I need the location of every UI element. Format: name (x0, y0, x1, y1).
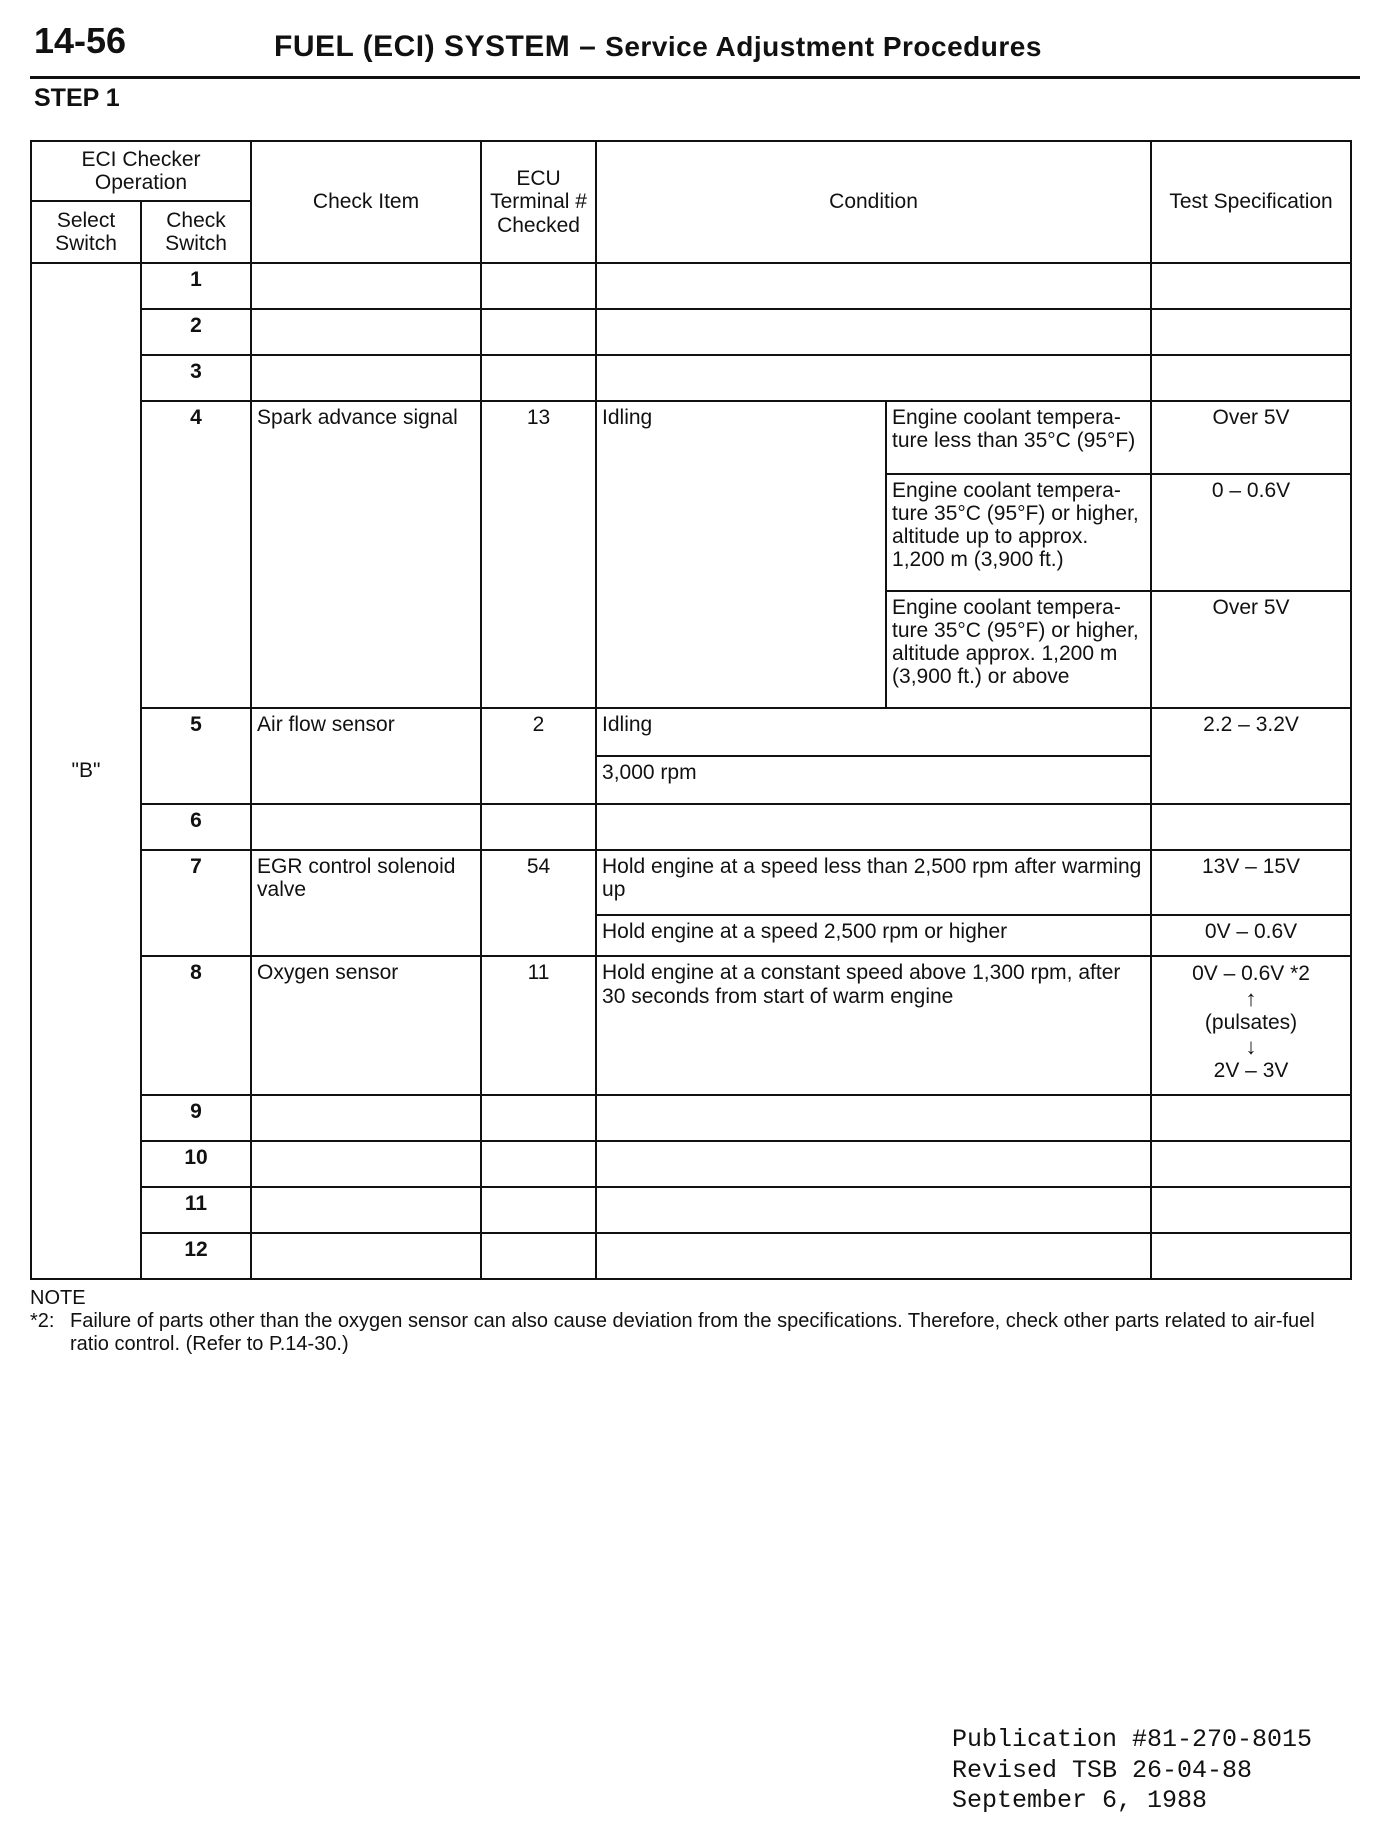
condition-cell (596, 309, 1151, 355)
check-switch-number: 3 (141, 355, 251, 401)
spec-cell: Over 5V (1151, 591, 1351, 708)
spec-cell: 2.2 – 3.2V (1151, 708, 1351, 804)
check-switch-number: 4 (141, 401, 251, 708)
condition-cell (596, 355, 1151, 401)
publication-date: September 6, 1988 (952, 1786, 1208, 1815)
arrow-down-icon: ↓ (1245, 1033, 1257, 1059)
condition-cell: Hold engine at a speed 2,500 rpm or higher (596, 915, 1151, 957)
ecu-terminal-cell (481, 309, 596, 355)
table-row (31, 309, 1351, 355)
step-label: STEP 1 (34, 84, 120, 112)
ecu-terminal-cell (481, 1233, 596, 1279)
condition-cell (596, 1095, 1151, 1141)
title-separator: – (570, 30, 606, 63)
condition-cell: Idling (596, 708, 1151, 756)
check-item-cell (251, 1141, 481, 1187)
table-row (31, 804, 1351, 850)
spec-cell (1151, 1187, 1351, 1233)
spec-cell (1151, 355, 1351, 401)
condition-cell: Hold engine at a speed less than 2,500 rpm after warming up (596, 850, 1151, 915)
revised-tsb: Revised TSB 26-04-88 (952, 1755, 1253, 1785)
ecu-terminal-cell (481, 1141, 596, 1187)
spec-cell: 13V – 15V (1151, 850, 1351, 915)
header-check-item: Check Item (251, 141, 481, 263)
header-select-switch: Select Switch (31, 201, 141, 263)
check-item-cell (251, 1095, 481, 1141)
spec-low-value: 0V – 0.6V *2 (1192, 962, 1310, 986)
spec-cell: Over 5V (1151, 401, 1351, 474)
ecu-terminal-cell: 2 (481, 708, 596, 804)
spec-cell (1151, 956, 1351, 1095)
condition-cell (596, 1233, 1151, 1279)
table-row (31, 1141, 1351, 1187)
spec-cell (1151, 1095, 1351, 1141)
table-row (31, 956, 1351, 1095)
check-switch-number: 9 (141, 1095, 251, 1141)
check-item-cell (251, 804, 481, 850)
ecu-terminal-cell (481, 804, 596, 850)
check-switch-number: 12 (141, 1233, 251, 1279)
check-item-cell (251, 1233, 481, 1279)
spec-cell (1151, 263, 1351, 309)
page-header (30, 18, 1360, 79)
check-item-cell (251, 309, 481, 355)
ecu-terminal-cell: 54 (481, 850, 596, 957)
condition-cell (596, 804, 1151, 850)
condition-subcell: Engine coolant tempera-ture 35°C (95°F) or higher, altitude approx. 1,200 m (3,900 ft.) or above (886, 591, 1151, 708)
arrow-up-icon: ↑ (1245, 985, 1257, 1011)
table-row (31, 1233, 1351, 1279)
header-test-specification: Test Specification (1151, 141, 1351, 263)
condition-cell (596, 263, 1151, 309)
ecu-terminal-cell (481, 1187, 596, 1233)
check-switch-number: 6 (141, 804, 251, 850)
publication-number: Publication #81-270-8015 (952, 1725, 1313, 1754)
condition-subcell: Engine coolant tempera-ture less than 35°C (95°F) (886, 401, 1151, 474)
condition-subcell: Engine coolant tempera-ture 35°C (95°F) or higher, altitude up to approx. 1,200 m (3,900 ft.) (886, 474, 1151, 591)
table-row (31, 355, 1351, 401)
check-item-cell: Spark advance signal (251, 401, 481, 708)
check-item-cell (251, 263, 481, 309)
table-row (31, 850, 1351, 915)
condition-cell (596, 1187, 1151, 1233)
note-text: Failure of parts other than the oxygen sensor can also cause deviation from the specifications. Therefore, check other parts related to air-fuel ratio control. (Refer to P.14-30.) (70, 1310, 1315, 1355)
page-title (274, 30, 1042, 64)
section-subtitle: Service Adjustment Procedures (605, 31, 1042, 62)
check-switch-number: 11 (141, 1187, 251, 1233)
spec-cell (1151, 1233, 1351, 1279)
ecu-terminal-cell: 13 (481, 401, 596, 708)
spec-cell (1151, 804, 1351, 850)
publication-info (952, 1725, 1312, 1817)
header-eci-checker-operation: ECI Checker Operation (31, 141, 251, 201)
check-item-cell (251, 355, 481, 401)
ecu-terminal-cell: 11 (481, 956, 596, 1095)
ecu-terminal-cell (481, 355, 596, 401)
table-row (31, 1187, 1351, 1233)
table-row (31, 1095, 1351, 1141)
note-marker: *2: (30, 1310, 55, 1332)
spec-pulsates-label: (pulsates) (1204, 1010, 1298, 1034)
check-switch-number: 1 (141, 263, 251, 309)
table-row (31, 708, 1351, 756)
check-item-cell: Air flow sensor (251, 708, 481, 804)
check-switch-number: 8 (141, 956, 251, 1095)
header-condition: Condition (596, 141, 1151, 263)
section-title: FUEL (ECI) SYSTEM (274, 30, 571, 63)
page-number: 14-56 (34, 20, 127, 61)
note-title: NOTE (30, 1287, 86, 1309)
spec-cell: 0 – 0.6V (1151, 474, 1351, 591)
check-item-cell (251, 1187, 481, 1233)
header-check-switch: Check Switch (141, 201, 251, 263)
ecu-terminal-cell (481, 1095, 596, 1141)
check-item-cell: Oxygen sensor (251, 956, 481, 1095)
note-row (30, 1310, 1330, 1356)
note-block (30, 1287, 1330, 1356)
select-switch-value: "B" (31, 263, 141, 1279)
table-row (31, 401, 1351, 474)
check-switch-number: 2 (141, 309, 251, 355)
spec-table (30, 140, 1352, 1280)
check-switch-number: 10 (141, 1141, 251, 1187)
spec-cell (1151, 309, 1351, 355)
check-switch-number: 7 (141, 850, 251, 957)
spec-high-value: 2V – 3V (1213, 1058, 1289, 1082)
check-item-cell: EGR control solenoid valve (251, 850, 481, 957)
condition-cell: Hold engine at a constant speed above 1,300 rpm, after 30 seconds from start of warm engine (596, 956, 1151, 1095)
table-row (31, 263, 1351, 309)
header-ecu-terminal: ECU Terminal # Checked (481, 141, 596, 263)
spec-cell: 0V – 0.6V (1151, 915, 1351, 957)
condition-cell: Idling (596, 401, 886, 708)
ecu-terminal-cell (481, 263, 596, 309)
condition-cell: 3,000 rpm (596, 756, 1151, 804)
spec-cell (1151, 1141, 1351, 1187)
check-switch-number: 5 (141, 708, 251, 804)
condition-cell (596, 1141, 1151, 1187)
